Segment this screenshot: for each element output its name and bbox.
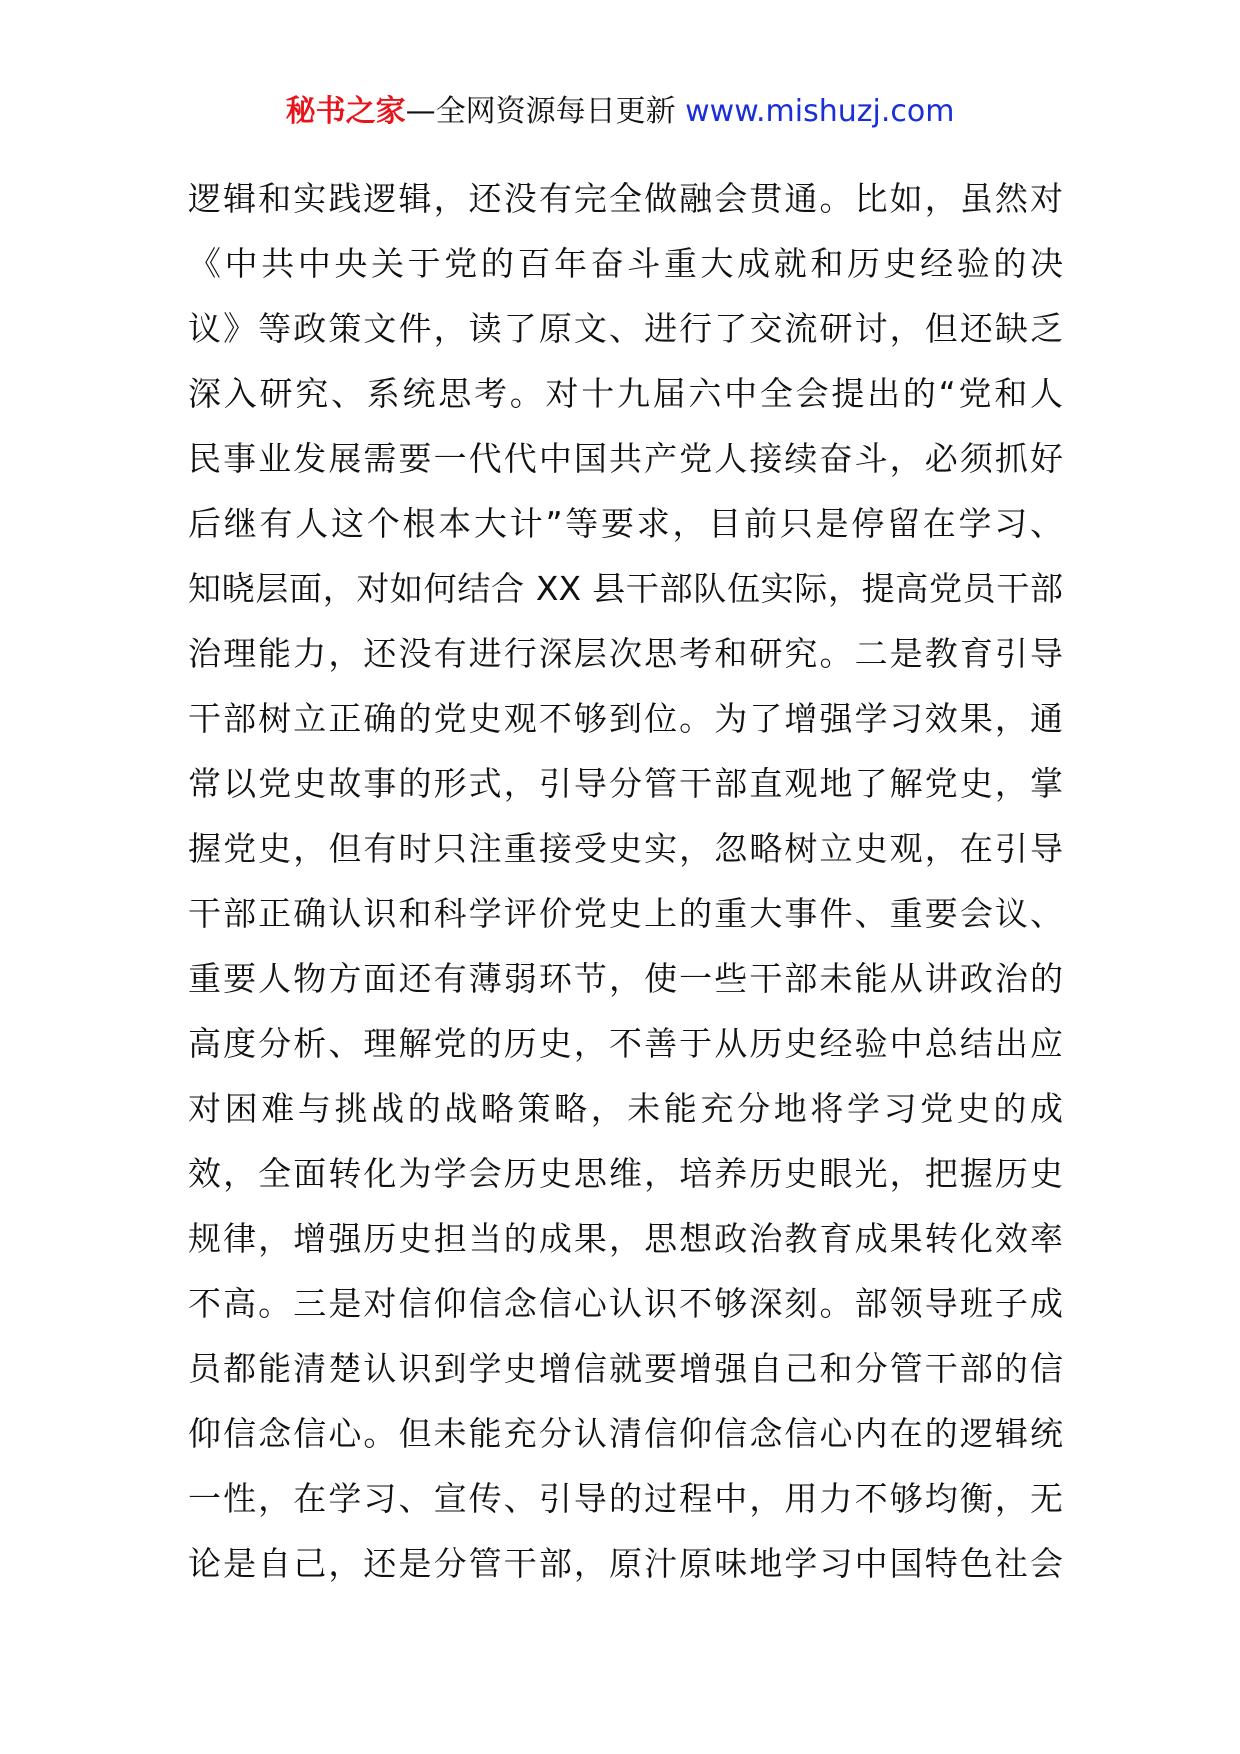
body-line: 高度分析、理解党的历史，不善于从历史经验中总结出应 [188, 1024, 1063, 1063]
body-line: 不高。三是对信仰信念信心认识不够深刻。部领导班子成 [188, 1284, 1063, 1323]
body-line: 效，全面转化为学会历史思维，培养历史眼光，把握历史 [188, 1154, 1063, 1193]
body-line: 干部正确认识和科学评价党史上的重大事件、重要会议、 [188, 894, 1063, 933]
body-line: 常以党史故事的形式，引导分管干部直观地了解党史，掌 [188, 764, 1063, 803]
body-line: 重要人物方面还有薄弱环节，使一些干部未能从讲政治的 [188, 959, 1063, 998]
page-header [0, 92, 1240, 132]
body-line: 民事业发展需要一代代中国共产党人接续奋斗，必须抓好 [188, 439, 1063, 478]
body-line: 一性，在学习、宣传、引导的过程中，用力不够均衡，无 [188, 1479, 1063, 1518]
document-body [188, 166, 1063, 1596]
body-line: 论是自己，还是分管干部，原汁原味地学习中国特色社会 [188, 1544, 1063, 1583]
body-line: 员都能清楚认识到学史增信就要增强自己和分管干部的信 [188, 1349, 1063, 1388]
brand-name: 秘书之家 [285, 94, 406, 129]
header-url-link[interactable]: www.mishuzj.com [685, 94, 955, 129]
body-line: 规律，增强历史担当的成果，思想政治教育成果转化效率 [188, 1219, 1063, 1258]
body-line: 议》等政策文件，读了原文、进行了交流研讨，但还缺乏 [188, 309, 1063, 348]
body-line: 治理能力，还没有进行深层次思考和研究。二是教育引导 [188, 634, 1063, 673]
body-line: 握党史，但有时只注重接受史实，忽略树立史观，在引导 [188, 829, 1063, 868]
body-line: 对困难与挑战的战略策略，未能充分地将学习党史的成 [188, 1089, 1063, 1128]
body-line: 深入研究、系统思考。对十九届六中全会提出的“党和人 [188, 374, 1063, 413]
body-line: 干部树立正确的党史观不够到位。为了增强学习效果，通 [188, 699, 1063, 738]
header-tagline: —全网资源每日更新 [405, 94, 686, 129]
body-line: 《中共中央关于党的百年奋斗重大成就和历史经验的决 [188, 244, 1063, 283]
body-line: 逻辑和实践逻辑，还没有完全做融会贯通。比如，虽然对 [188, 179, 1063, 218]
body-line: 后继有人这个根本大计”等要求，目前只是停留在学习、 [188, 504, 1063, 543]
body-line: 仰信念信心。但未能充分认清信仰信念信心内在的逻辑统 [188, 1414, 1063, 1453]
body-line: 知晓层面，对如何结合 XX 县干部队伍实际，提高党员干部 [188, 569, 1063, 608]
